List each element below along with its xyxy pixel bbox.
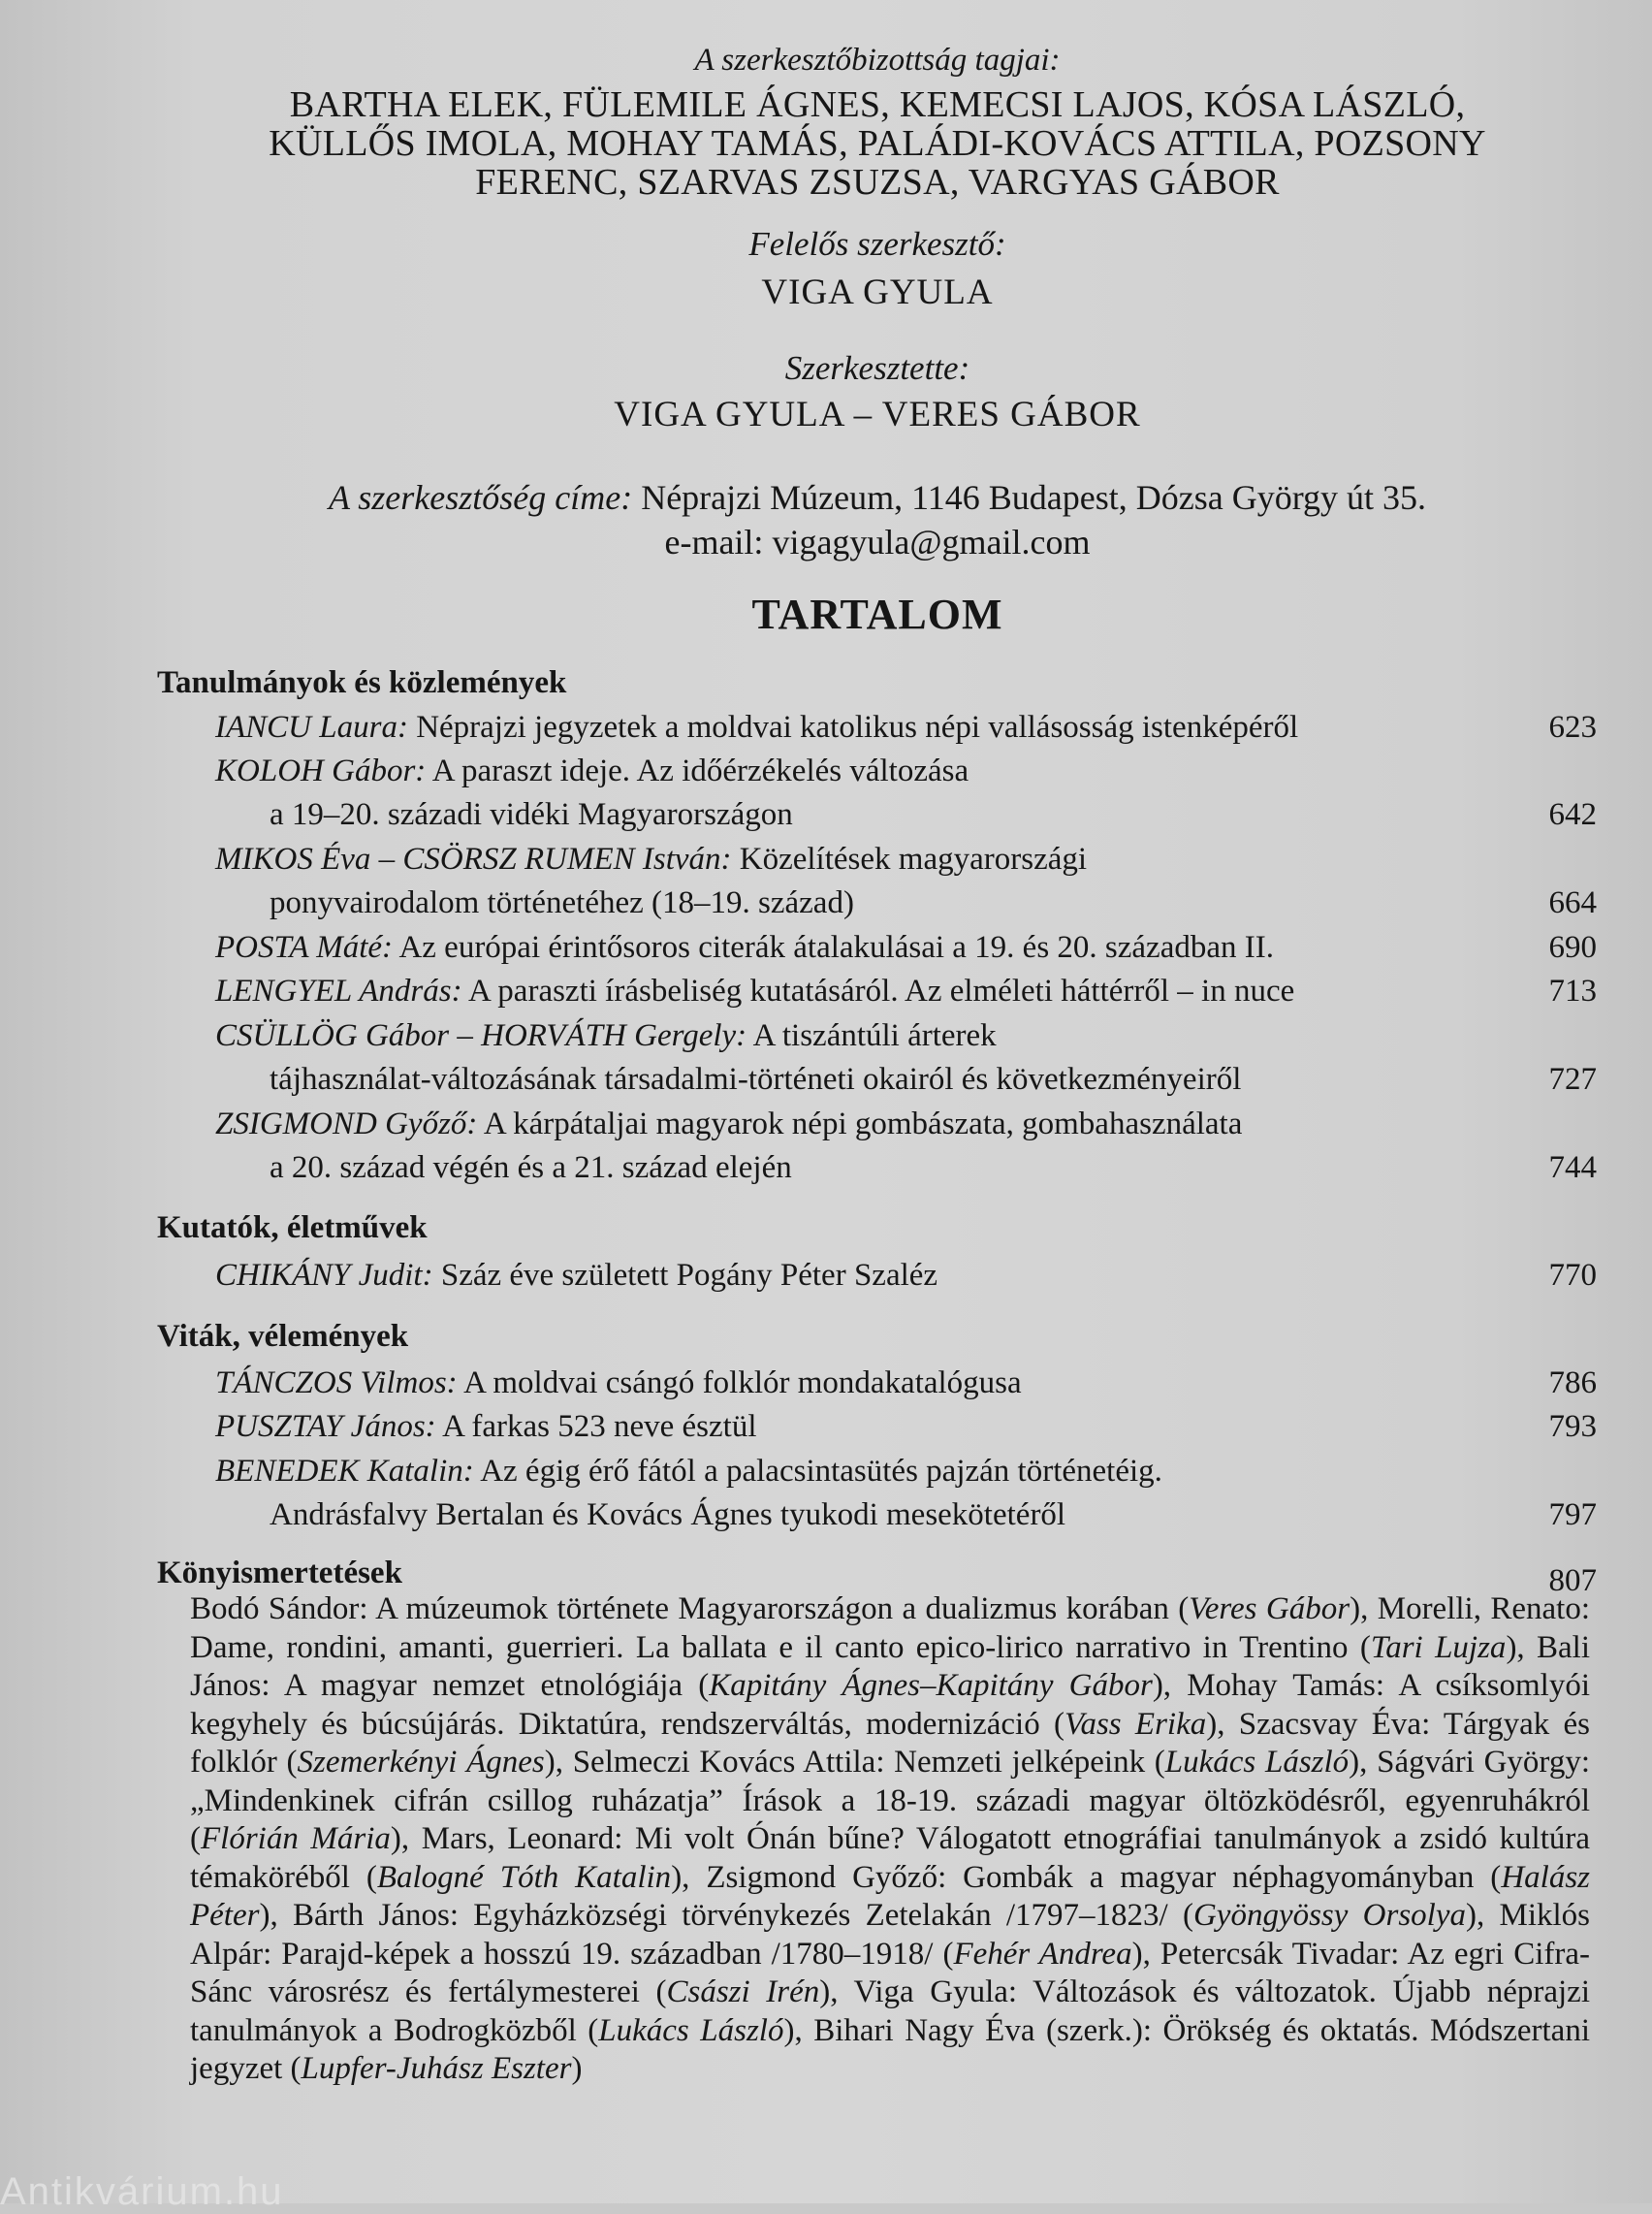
entry-author: PUSZTAY János:: [215, 1409, 436, 1444]
review-text: ), Zsigmond Győző: Gombák a magyar néphagyományban (: [671, 1859, 1502, 1895]
entry-page: 664: [1548, 885, 1597, 920]
reviewer-name: Fehér Andrea: [953, 1936, 1132, 1972]
entry-title-cont: a 20. század végén és a 21. század elején: [270, 1150, 792, 1185]
responsible-editor-label: Felelős szerkesztő:: [748, 225, 1006, 263]
toc-entry: [215, 1405, 1597, 1449]
entry-page: 807: [1548, 1563, 1597, 1598]
entry-author: POSTA Máté:: [215, 930, 393, 965]
entry-page: 690: [1548, 930, 1597, 965]
entry-author: CSÜLLÖG Gábor – HORVÁTH Gergely:: [215, 1018, 747, 1053]
entry-title: A kárpátaljai magyarok népi gombászata, gombahasználata: [483, 1107, 1243, 1141]
toc-entry: [215, 1362, 1597, 1405]
review-text: ), Bali János: A magyar nemzet etnológiája (: [190, 1629, 1591, 1703]
entry-page: 642: [1548, 797, 1597, 832]
reviewer-name: Lukács László: [1164, 1745, 1350, 1780]
entry-author: IANCU Laura:: [215, 710, 408, 745]
entry-title: Száz éve született Pogány Péter Szaléz: [440, 1258, 938, 1293]
entry-page: 770: [1548, 1258, 1597, 1293]
review-text: ), Mohay Tamás: A csíksomlyói kegyhely és búcsújárás. Diktatúra, rendszerváltás, modernizáció (: [190, 1668, 1591, 1742]
entry-title: A paraszti írásbeliség kutatásáról. Az elméleti háttérről – in nuce: [468, 974, 1295, 1009]
board-line: FERENC, SZARVAS ZSUZSA, VARGYAS GÁBOR: [475, 162, 1280, 203]
edited-by-names: VIGA GYULA – VERES GÁBOR: [614, 395, 1141, 434]
entry-title: Néprajzi jegyzetek a moldvai katolikus népi vallásosság istenképéről: [416, 710, 1299, 745]
review-text: ), Viga Gyula: Változások és változatok. Újabb néprajzi tanulmányok a Bodrogközből (: [190, 1974, 1590, 2048]
responsible-editor-name: VIGA GYULA: [761, 273, 994, 312]
entry-page: 793: [1548, 1409, 1597, 1444]
entry-page: 623: [1548, 710, 1597, 745]
editorial-board-members: [175, 85, 1580, 202]
review-text: ), Bihari Nagy Éva (szerk.): Örökség és oktatás. Módszertani jegyzet (: [190, 2012, 1590, 2086]
reviewer-name: Gyöngyössy Orsolya: [1192, 1898, 1466, 1933]
entry-page: 797: [1548, 1497, 1597, 1532]
section-heading: Tanulmányok és közlemények: [157, 665, 567, 700]
reviewer-name: Tari Lujza: [1370, 1629, 1507, 1665]
entry-author: MIKOS Éva – CSÖRSZ RUMEN István:: [215, 842, 732, 877]
watermark: Antikvárium.hu: [0, 2170, 284, 2213]
review-text: Bodó Sándor: A múzeumok története Magyarországon a dualizmus korában (: [190, 1591, 1190, 1626]
entry-author: KOLOH Gábor:: [215, 754, 427, 788]
review-text: ), Bárth János: Egyházközségi törvénykezés Zetelakán /1797–1823/ (: [259, 1898, 1193, 1933]
entry-title: Az európai érintősoros citerák átalakulásai a 19. és 20. században II.: [398, 930, 1274, 965]
section-heading: Könyismertetések: [157, 1556, 402, 1590]
entry-page: 727: [1548, 1062, 1597, 1097]
entry-page: 713: [1548, 974, 1597, 1009]
entry-page: 786: [1548, 1365, 1597, 1400]
reviewer-name: Vass Erika: [1064, 1706, 1207, 1742]
toc-entry: [215, 1450, 1597, 1537]
reviewer-name: Lupfer-Juhász Eszter: [301, 2051, 572, 2086]
entry-author: LENGYEL András:: [215, 974, 462, 1009]
toc-title: TARTALOM: [751, 591, 1003, 638]
reviewer-name: Balogné Tóth Katalin: [376, 1859, 672, 1895]
entry-title-cont: tájhasználat-változásának társadalmi-történeti okairól és következményeiről: [270, 1062, 1242, 1097]
review-text: ), Morelli, Renato: Dame, rondini, amanti, guerrieri. La ballata e il canto epico-lirico narrativo in Trentino (: [190, 1591, 1590, 1665]
toc-entry: [215, 1103, 1597, 1190]
review-text: ): [571, 2051, 583, 2086]
entry-title: Közelítések magyarországi: [739, 842, 1088, 877]
toc-entry: [215, 706, 1597, 750]
toc-entry: [215, 1254, 1597, 1298]
board-line: BARTHA ELEK, FÜLEMILE ÁGNES, KEMECSI LAJOS, KÓSA LÁSZLÓ,: [289, 84, 1466, 125]
reviewer-name: Szemerkényi Ágnes: [297, 1745, 545, 1780]
review-text: ), Miklós Alpár: Parajd-képek a hosszú 19. században /1780–1918/ (: [190, 1898, 1591, 1972]
review-text: ), Mars, Leonard: Mi volt Ónán bűne? Válogatott etnográfiai tanulmányok a zsidó kultúra témaköréből (: [190, 1821, 1591, 1895]
review-text: ), Selmeczi Kovács Attila: Nemzeti jelképeink (: [544, 1745, 1165, 1780]
review-text: ), Ságvári György: „Mindenkinek cifrán csillog ruházatja” Írások a 18-19. századi magyar öltözködésről, egyenruhákról (: [190, 1745, 1590, 1856]
entry-title-cont: Andrásfalvy Bertalan és Kovács Ágnes tyukodi mesekötetéről: [270, 1497, 1066, 1532]
entry-author: TÁNCZOS Vilmos:: [215, 1365, 458, 1400]
entry-author: CHIKÁNY Judit:: [215, 1258, 433, 1293]
entry-page: 744: [1548, 1150, 1597, 1185]
edited-by-label: Szerkesztette:: [784, 349, 970, 387]
review-text: ), Petercsák Tivadar: Az egri Cifra-Sánc városrész és fertálymesterei (: [190, 1936, 1591, 2009]
reviewer-name: Flórián Mária: [201, 1821, 391, 1856]
entry-title-cont: ponyvairodalom történetéhez (18–19. század): [270, 885, 854, 920]
editorial-board-label: A szerkesztőbizottság tagjai:: [694, 43, 1061, 78]
reviewer-name: Halász Péter: [190, 1859, 1590, 1933]
address-label: A szerkesztőség címe:: [328, 478, 633, 517]
entry-title: A tiszántúli árterek: [752, 1018, 997, 1053]
review-text: ), Szacsvay Éva: Tárgyak és folklór (: [190, 1706, 1591, 1780]
address-value: Néprajzi Múzeum, 1146 Budapest, Dózsa György út 35.: [641, 478, 1427, 517]
entry-title: Az égig érő fától a palacsintasütés pajzán történetéig.: [480, 1454, 1162, 1489]
toc-entry: [215, 926, 1597, 970]
entry-title: A farkas 523 neve észtül: [442, 1409, 757, 1444]
reviews-paragraph: [190, 1590, 1590, 2089]
section-heading: Kutatók, életművek: [157, 1210, 428, 1245]
section-heading: Viták, vélemények: [157, 1319, 409, 1354]
reviewer-name: Lukács László: [598, 2012, 784, 2048]
entry-author: BENEDEK Katalin:: [215, 1454, 474, 1489]
email-line: e-mail: vigagyula@gmail.com: [664, 523, 1091, 562]
toc-entry: [215, 970, 1597, 1013]
entry-author: ZSIGMOND Győző:: [215, 1107, 478, 1141]
editorial-address: [175, 475, 1580, 564]
reviewer-name: Veres Gábor: [1189, 1591, 1350, 1626]
entry-title: A paraszt ideje. Az időérzékelés változása: [431, 754, 969, 788]
reviewer-name: Kapitány Ágnes–Kapitány Gábor: [709, 1668, 1153, 1703]
entry-title: A moldvai csángó folklór mondakatalógusa: [463, 1365, 1022, 1400]
toc-entry: [215, 750, 1597, 837]
entry-title-cont: a 19–20. századi vidéki Magyarországon: [270, 797, 793, 832]
toc-entry: [215, 838, 1597, 925]
toc-entry: [215, 1014, 1597, 1102]
reviewer-name: Császi Irén: [666, 1974, 820, 2009]
board-line: KÜLLŐS IMOLA, MOHAY TAMÁS, PALÁDI-KOVÁCS ATTILA, POZSONY: [269, 123, 1486, 164]
